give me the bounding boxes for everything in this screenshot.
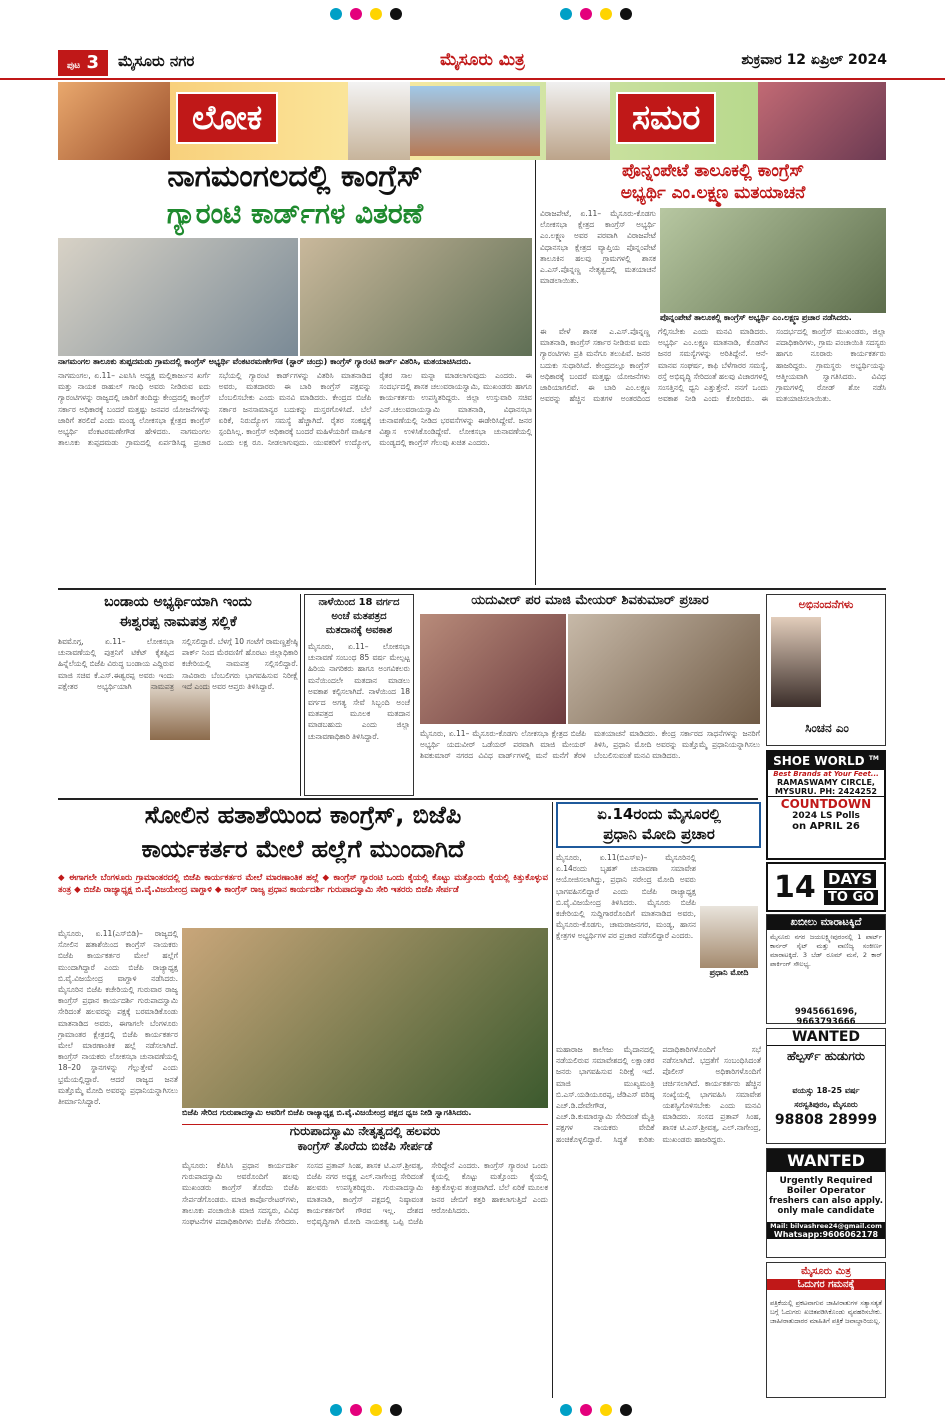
lead-headline-2: ಗ್ಯಾರಂಟಿ ಕಾರ್ಡ್‌ಗಳ ವಿತರಣೆ [166,197,424,230]
solina-photo [182,928,548,1108]
student-photo [771,617,821,707]
wanted-1-role: ಹೆಲ್ಪರ್ಸ್ ಹುಡುಗರು [786,1049,865,1063]
column-divider [552,802,553,1398]
paper-logo: ಮೈಸೂರು ಮಿತ್ರ [440,50,525,70]
registration-mark [390,8,402,20]
classified-body: ಮೈಸೂರು ನಗರ ಜಯಲಕ್ಷ್ಮೀಪುರಂನಲ್ಲಿ 1 ಪಾರ್ಟ್ ಕಾರ್ನರ್ ಸೈಟ್ ಮತ್ತು ವಾಣಿಜ್ಯ ಸಂಕೀರ್ಣ ಮಾರಾಟಕ್ಕಿದೆ. 3 ಬೆಡ್ ರೂಮ್ ಮನೆ, 2 ಕಾರ್ ಪಾರ್ಕಿಂಗ್ ಸೌಲಭ್ಯ. [770,933,882,968]
ponnampet-photo [660,208,886,313]
registration-mark [600,8,612,20]
registration-mark [560,8,572,20]
page-label: ಪುಟ [66,61,81,71]
wanted-1-place: ಸರಸ್ವತಿಪುರಂ, ಮೈಸೂರು [794,1100,858,1109]
wanted-boiler-ad [766,1148,886,1258]
ponnampet-headline-2: ಅಭ್ಯರ್ಥಿ ಎಂ.ಲಕ್ಷ್ಮಣ ಮತಯಾಚನೆ [620,183,806,203]
shoe-world-address-2: MYSURU. PH: 2424252 [768,787,884,797]
shoe-world-tm: TM [868,755,879,762]
ponnampet-intro: ವಿರಾಜಪೇಟೆ, ಏ.11– ಮೈಸೂರು-ಕೊಡಗು ಲೋಕಸಭಾ ಕ್ಷೇತ್ರದ ಕಾಂಗ್ರೆಸ್ ಅಭ್ಯರ್ಥಿ ಎಂ.ಲಕ್ಷ್ಮಣ ಅವರ ಪರವಾಗಿ ವಿರಾಜಪೇಟೆ ವಿಧಾನಸಭಾ ಕ್ಷೇತ್ರದ ವ್ಯಾಪ್ತಿಯ ಪೊನ್ನಂಪೇಟೆ ತಾಲೂಕಿನ ಹಲವು ಗ್ರಾಮಗಳಲ್ಲಿ ಶಾಸಕ ಎ.ಎಸ್.ಪೊನ್ನಣ್ಣ ನೇತೃತ್ವದಲ್ಲಿ ಮತಯಾಚನೆ ಮಾಡಲಾಯಿತು. [540,209,656,286]
registration-mark [600,1404,612,1416]
congratulations-ad [766,594,886,746]
solina-photo-caption: ಬಿಜೆಪಿ ಸೇರಿದ ಗುರುಪಾದಸ್ವಾಮಿ ಅವರಿಗೆ ಬಿಜೆಪಿ ರಾಜ್ಯಾಧ್ಯಕ್ಷ ಬಿ.ವೈ.ವಿಜಯೇಂದ್ರ ಪಕ್ಷದ ಧ್ವಜ ನೀಡಿ ಸ್ವಾಗತಿಸಿದರು. [182,1108,548,1118]
column-divider [535,160,536,585]
modi-headline-1: ಏ.14ರಂದು ಮೈಸೂರಲ್ಲಿ [597,805,721,823]
modi-body: ಮೈಸೂರು, ಏ.11(ಬಿಎಸ್‌ಐ)– ಮೈಸೂರಿನಲ್ಲಿ ಏ.14ರಂದು ಬೃಹತ್ ಚುನಾವಣಾ ಸಮಾವೇಶ ಆಯೋಜಿಸಲಾಗಿದ್ದು, ಪ್ರಧಾನಿ ನರೇಂದ್ರ ಮೋದಿ ಅವರು ಭಾಗವಹಿಸಲಿದ್ದಾರೆ ಎಂದು ಬಿಜೆಪಿ ರಾಜ್ಯಾಧ್ಯಕ್ಷ ಬಿ.ವೈ.ವಿಜಯೇಂದ್ರ ತಿಳಿಸಿದರು. ಮೈಸೂರು ಬಿಜೆಪಿ ಕಚೇರಿಯಲ್ಲಿ ಸುದ್ದಿಗಾರರೊಂದಿಗೆ ಮಾತನಾಡಿದ ಅವರು, ಮೈಸೂರು-ಕೊಡಗು, ಚಾಮರಾಜನಗರ, ಮಂಡ್ಯ, ಹಾಸನ ಕ್ಷೇತ್ರಗಳ ಅಭ್ಯರ್ಥಿಗಳ ಪರ ಪ್ರಚಾರ ನಡೆಸಲಿದ್ದಾರೆ ಎಂದರು. [556,853,696,941]
yaduveer-body: ಮೈಸೂರು, ಏ.11– ಮೈಸೂರು-ಕೊಡಗು ಲೋಕಸಭಾ ಕ್ಷೇತ್ರದ ಬಿಜೆಪಿ ಅಭ್ಯರ್ಥಿ ಯದುವೀರ್ ಒಡೆಯರ್ ಪರವಾಗಿ ಮಾಜಿ ಮೇಯರ್ ಶಿವಕುಮಾರ್ ನಗರದ ವಿವಿಧ ವಾರ್ಡ್‌ಗಳಲ್ಲಿ ಮನೆ ಮನೆಗೆ ತೆರಳಿ ಮತಯಾಚನೆ ಮಾಡಿದರು. ಕೇಂದ್ರ ಸರ್ಕಾರದ ಸಾಧನೆಗಳನ್ನು ಜನರಿಗೆ ತಿಳಿಸಿ, ಪ್ರಧಾನಿ ಮೋದಿ ಅವರನ್ನು ಮತ್ತೊಮ್ಮೆ ಪ್ರಧಾನಿಯನ್ನಾಗಿಸಲು ಬೆಂಬಲಿಸುವಂತೆ ಮನವಿ ಮಾಡಿದರು. [420,729,760,761]
wanted-1-phone: 98808 28999 [774,1112,878,1128]
lead-photo-caption: ನಾಗಮಂಗಲ ತಾಲೂಕು ತುಪ್ಪದಮಡು ಗ್ರಾಮದಲ್ಲಿ ಕಾಂಗ್ರೆಸ್ ಅಭ್ಯರ್ಥಿ ವೆಂಕಟರಮಣೇಗೌಡ (ಸ್ಟಾರ್ ಚಂದ್ರು) ಕಾಂಗ್ರೆಸ್ ಗ್ಯಾರಂಟಿ ಕಾರ್ಡ್ ವಿತರಿಸಿ, ಮತಯಾಚಿಸಿದರು. [58,357,532,367]
shoe-world-tagline: Best Brands at Your Feet... [773,770,879,778]
banner-word-right: ಸಮರ [616,92,716,144]
readers-notice-logo: ಮೈಸೂರು ಮಿತ್ರ [801,1266,851,1277]
naleyinda-headline-1: ನಾಳೆಯಿಂದ 18 ವರ್ಗದ [318,597,400,608]
wanted-2-title: WANTED [767,1149,885,1172]
bandaya-headline-2: ಈಶ್ವರಪ್ಪ ನಾಮಪತ್ರ ಸಲ್ಲಿಕೆ [119,614,237,630]
modi-body-2: ಮಹಾರಾಜ ಕಾಲೇಜು ಮೈದಾನದಲ್ಲಿ ನಡೆಯಲಿರುವ ಸಮಾವೇಶದಲ್ಲಿ ಲಕ್ಷಾಂತರ ಜನರು ಭಾಗವಹಿಸುವ ನಿರೀಕ್ಷೆ ಇದೆ. ಮಾಜಿ ಮುಖ್ಯಮಂತ್ರಿ ಬಿ.ಎಸ್.ಯಡಿಯೂರಪ್ಪ, ಜೆಡಿಎಸ್ ವರಿಷ್ಠ ಎಚ್.ಡಿ.ದೇವೇಗೌಡ, ಎಚ್.ಡಿ.ಕುಮಾರಸ್ವಾಮಿ ಸೇರಿದಂತೆ ಮೈತ್ರಿ ಪಕ್ಷಗಳ ನಾಯಕರು ವೇದಿಕೆ ಹಂಚಿಕೊಳ್ಳಲಿದ್ದಾರೆ. ಸಿದ್ಧತೆ ಕುರಿತು ಪದಾಧಿಕಾರಿಗಳೊಂದಿಗೆ ಸಭೆ ನಡೆಸಲಾಗಿದೆ. ಭದ್ರತೆಗೆ ಸಂಬಂಧಿಸಿದಂತೆ ಪೊಲೀಸ್ ಅಧಿಕಾರಿಗಳೊಂದಿಗೆ ಚರ್ಚಿಸಲಾಗಿದೆ. ಕಾರ್ಯಕರ್ತರು ಹೆಚ್ಚಿನ ಸಂಖ್ಯೆಯಲ್ಲಿ ಭಾಗವಹಿಸಿ ಸಮಾವೇಶ ಯಶಸ್ವಿಗೊಳಿಸಬೇಕು ಎಂದು ಮನವಿ ಮಾಡಿದರು. ಸಂಸದ ಪ್ರತಾಪ್ ಸಿಂಹ, ಶಾಸಕ ಟಿ.ಎಸ್.ಶ್ರೀವತ್ಸ, ಎಲ್.ನಾಗೇಂದ್ರ, ಮುಖಂಡರು ಹಾಜರಿದ್ದರು. [556,1045,761,1144]
naleyinda-body: ಮೈಸೂರು, ಏ.11– ಲೋಕಸಭಾ ಚುನಾವಣೆ ಸಂಬಂಧ 85 ವರ್ಷ ಮೇಲ್ಪಟ್ಟ ಹಿರಿಯ ನಾಗರಿಕರು ಹಾಗೂ ಅಂಗವಿಕಲರು ಮನೆಯಿಂದಲೇ ಮತದಾನ ಮಾಡಲು ಅವಕಾಶ ಕಲ್ಪಿಸಲಾಗಿದೆ. ನಾಳೆಯಿಂದ 18 ವರ್ಗದ ಅಗತ್ಯ ಸೇವೆ ಸಿಬ್ಬಂದಿ ಅಂಚೆ ಮತಪತ್ರದ ಮೂಲಕ ಮತದಾನ ಮಾಡಬಹುದು ಎಂದು ಜಿಲ್ಲಾ ಚುನಾವಣಾಧಿಕಾರಿ ತಿಳಿಸಿದ್ದಾರೆ. [308,642,410,741]
countdown-title: COUNTDOWN [780,797,872,811]
issue-date: ಶುಕ್ರವಾರ 12 ಏಪ್ರಿಲ್ 2024 [741,52,887,68]
registration-mark [370,1404,382,1416]
ponnampet-headline-1: ಪೊನ್ನಂಪೇಟೆ ತಾಲೂಕಲ್ಲಿ ಕಾಂಗ್ರೆಸ್ [621,161,805,181]
classified-ad [766,914,886,1027]
countdown-polls-2: on APRIL 26 [792,821,860,832]
page-number: 3 [86,52,99,73]
student-name: ಸಿಂಚನ ಎಂ [805,721,849,735]
banner-photo-leader-right [546,82,610,160]
wanted-1-title: WANTED [767,1029,885,1046]
solina-bullets [58,872,548,924]
days-label-1: DAYS [824,870,876,888]
yaduveer-photo-left [420,614,566,724]
naleyinda-headline-2: ಅಂಚೆ ಮತಪತ್ರದ [331,611,387,622]
readers-notice [766,1262,886,1398]
readers-notice-title: ಓದುಗರ ಗಮನಕ್ಕೆ [767,1279,885,1290]
wanted-2-whatsapp: Whatsapp:9606062178 [767,1230,885,1239]
banner-photo-voters [58,82,170,160]
bandaya-headline-1: ಬಂಡಾಯ ಅಭ್ಯರ್ಥಿಯಾಗಿ ಇಂದು [104,594,252,610]
page-number-box [58,50,108,76]
bullet-1: ◆ ಈಗಾಗಲೇ ಬೆಂಗಳೂರು ಗ್ರಾಮಾಂತರದಲ್ಲಿ ಬಿಜೆಪಿ ಕಾರ್ಯಕರ್ತರ ಮೇಲೆ ಮಾರಣಾಂತಿಕ ಹಲ್ಲೆ [58,873,323,883]
banner-photo-voters-right [758,82,886,160]
ponnampet-body: ಈ ವೇಳೆ ಶಾಸಕ ಎ.ಎಸ್.ಪೊನ್ನಣ್ಣ ಮಾತನಾಡಿ, ಕಾಂಗ್ರೆಸ್ ಸರ್ಕಾರ ನೀಡಿರುವ ಐದು ಗ್ಯಾರಂಟಿಗಳು ಪ್ರತಿ ಮನೆಗೂ ತಲುಪಿವೆ. ಜನರ ಬದುಕು ಸುಧಾರಿಸಿದೆ. ಕೇಂದ್ರದಲ್ಲೂ ಕಾಂಗ್ರೆಸ್ ಅಧಿಕಾರಕ್ಕೆ ಬಂದರೆ ಮತ್ತಷ್ಟು ಯೋಜನೆಗಳು ಜಾರಿಯಾಗಲಿವೆ. ಈ ಬಾರಿ ಎಂ.ಲಕ್ಷ್ಮಣ ಅವರನ್ನು ಹೆಚ್ಚಿನ ಮತಗಳ ಅಂತರದಿಂದ ಗೆಲ್ಲಿಸಬೇಕು ಎಂದು ಮನವಿ ಮಾಡಿದರು. ಅಭ್ಯರ್ಥಿ ಎಂ.ಲಕ್ಷ್ಮಣ ಮಾತನಾಡಿ, ಕೊಡಗಿನ ಜನರ ಸಮಸ್ಯೆಗಳನ್ನು ಅರಿತಿದ್ದೇನೆ. ಆನೆ-ಮಾನವ ಸಂಘರ್ಷ, ಕಾಫಿ ಬೆಳೆಗಾರರ ಸಮಸ್ಯೆ, ರಸ್ತೆ ಅಭಿವೃದ್ಧಿ ಸೇರಿದಂತೆ ಹಲವು ವಿಚಾರಗಳಲ್ಲಿ ಸಂಸತ್ತಿನಲ್ಲಿ ಧ್ವನಿ ಎತ್ತುತ್ತೇನೆ. ನನಗೆ ಒಂದು ಅವಕಾಶ ನೀಡಿ ಎಂದು ಕೋರಿದರು. ಈ ಸಂದರ್ಭದಲ್ಲಿ ಕಾಂಗ್ರೆಸ್ ಮುಖಂಡರು, ಜಿಲ್ಲಾ ಪದಾಧಿಕಾರಿಗಳು, ಗ್ರಾಮ ಪಂಚಾಯಿತಿ ಸದಸ್ಯರು ಹಾಗೂ ನೂರಾರು ಕಾರ್ಯಕರ್ತರು ಹಾಜರಿದ್ದರು. ಗ್ರಾಮಸ್ಥರು ಅಭ್ಯರ್ಥಿಯನ್ನು ಆತ್ಮೀಯವಾಗಿ ಸ್ವಾಗತಿಸಿದರು. ವಿವಿಧ ಗ್ರಾಮಗಳಲ್ಲಿ ರೋಡ್ ಶೋ ನಡೆಸಿ ಮತಯಾಚಿಸಲಾಯಿತು. [540,327,886,404]
countdown-polls-1: 2024 LS Polls [792,811,860,821]
banner-word-left: ಲೋಕ [176,92,278,144]
registration-mark [620,1404,632,1416]
registration-mark [370,8,382,20]
naleyinda-headline-3: ಮತದಾನಕ್ಕೆ ಅವಕಾಶ [325,625,393,636]
wanted-2-mail: Mail: bilvashree24@gmail.com [767,1222,885,1230]
registration-mark [350,8,362,20]
shoe-world-brand [768,752,884,770]
postal-ballot-box [304,594,414,796]
days-to-go-box [766,862,886,912]
banner-photo-parliament [410,86,540,156]
guru-body: ಮೈಸೂರು: ಕೆಪಿಸಿಸಿ ಪ್ರಧಾನ ಕಾರ್ಯದರ್ಶಿ ಗುರುಪಾದಸ್ವಾಮಿ ಅವರೊಂದಿಗೆ ಹಲವು ಮುಖಂಡರು ಕಾಂಗ್ರೆಸ್ ತೊರೆದು ಬಿಜೆಪಿ ಸೇರ್ಪಡೆಗೊಂಡರು. ಮಾಜಿ ಕಾರ್ಪೊರೇಟರ್‌ಗಳು, ತಾಲೂಕು ಪಂಚಾಯಿತಿ ಮಾಜಿ ಸದಸ್ಯರು, ವಿವಿಧ ಸಂಘಟನೆಗಳ ಪದಾಧಿಕಾರಿಗಳು ಬಿಜೆಪಿ ಸೇರಿದರು. ಸಂಸದ ಪ್ರತಾಪ್ ಸಿಂಹ, ಶಾಸಕ ಟಿ.ಎಸ್.ಶ್ರೀವತ್ಸ, ಬಿಜೆಪಿ ನಗರ ಅಧ್ಯಕ್ಷ ಎಲ್.ನಾಗೇಂದ್ರ ಸೇರಿದಂತೆ ಹಲವರು ಉಪಸ್ಥಿತರಿದ್ದರು. ಗುರುಪಾದಸ್ವಾಮಿ ಮಾತನಾಡಿ, ಕಾಂಗ್ರೆಸ್ ಪಕ್ಷದಲ್ಲಿ ನಿಷ್ಠಾವಂತ ಕಾರ್ಯಕರ್ತರಿಗೆ ಗೌರವ ಇಲ್ಲ. ದೇಶದ ಅಭಿವೃದ್ಧಿಗಾಗಿ ಮೋದಿ ನಾಯಕತ್ವ ಒಪ್ಪಿ ಬಿಜೆಪಿ ಸೇರಿದ್ದೇನೆ ಎಂದರು. ಕಾಂಗ್ರೆಸ್ ಗ್ಯಾರಂಟಿ ಒಂದು ಕೈಯಲ್ಲಿ ಕೊಟ್ಟು ಮತ್ತೊಂದು ಕೈಯಲ್ಲಿ ಕಿತ್ತುಕೊಳ್ಳುವ ತಂತ್ರವಾಗಿದೆ. ಬೆಲೆ ಏರಿಕೆ ಮೂಲಕ ಜನರ ಜೇಬಿಗೆ ಕತ್ತರಿ ಹಾಕಲಾಗುತ್ತಿದೆ ಎಂದು ಆರೋಪಿಸಿದರು. [182,1161,548,1227]
wanted-1-age: ವಯಸ್ಸು 18-25 ವರ್ಷ [792,1086,860,1095]
wanted-helpers-ad [766,1028,886,1144]
yaduveer-photo-right [568,614,760,724]
section-name: ಮೈಸೂರು ನಗರ [118,52,195,70]
ponnampet-photo-caption: ಪೊನ್ನಂಪೇಟೆ ತಾಲೂಕಲ್ಲಿ ಕಾಂಗ್ರೆಸ್ ಅಭ್ಯರ್ಥಿ ಎಂ.ಲಕ್ಷ್ಮಣ ಪ್ರಚಾರ ನಡೆಸಿದರು. [660,313,886,323]
solina-headline-2: ಕಾರ್ಯಕರ್ತರ ಮೇಲೆ ಹಲ್ಲೆಗೆ ಮುಂದಾಗಿದೆ [141,835,465,863]
guru-headline-2: ಕಾಂಗ್ರೆಸ್ ತೊರೆದು ಬಿಜೆಪಿ ಸೇರ್ಪಡೆ [297,1139,433,1153]
masthead [0,0,945,80]
solina-body-left: ಮೈಸೂರು, ಏ.11(ಎಸ್‌ಬಿಡಿ)– ರಾಜ್ಯದಲ್ಲಿ ಸೋಲಿನ ಹತಾಶೆಯಿಂದ ಕಾಂಗ್ರೆಸ್ ನಾಯಕರು ಬಿಜೆಪಿ ಕಾರ್ಯಕರ್ತರ ಮೇಲೆ ಹಲ್ಲೆಗೆ ಮುಂದಾಗಿದ್ದಾರೆ ಎಂದು ಬಿಜೆಪಿ ರಾಜ್ಯಾಧ್ಯಕ್ಷ ಬಿ.ವೈ.ವಿಜಯೇಂದ್ರ ವಾಗ್ದಾಳಿ ನಡೆಸಿದರು. ಮೈಸೂರಿನ ಬಿಜೆಪಿ ಕಚೇರಿಯಲ್ಲಿ ಗುರುವಾರ ರಾಜ್ಯ ಕಾಂಗ್ರೆಸ್ ಪ್ರಧಾನ ಕಾರ್ಯದರ್ಶಿ ಗುರುಪಾದಸ್ವಾಮಿ ಸೇರಿದಂತೆ ಹಲವರನ್ನು ಪಕ್ಷಕ್ಕೆ ಬರಮಾಡಿಕೊಂಡು ಮಾತನಾಡಿದ ಅವರು, ಈಗಾಗಲೇ ಬೆಂಗಳೂರು ಗ್ರಾಮಾಂತರ ಕ್ಷೇತ್ರದಲ್ಲಿ ಬಿಜೆಪಿ ಕಾರ್ಯಕರ್ತರ ಮೇಲೆ ಮಾರಣಾಂತಿಕ ಹಲ್ಲೆ ನಡೆಸಲಾಗಿದೆ. ಕಾಂಗ್ರೆಸ್ ನಾಯಕರು ಲೋಕಸಭಾ ಚುನಾವಣೆಯಲ್ಲಿ 18–20 ಸ್ಥಾನಗಳನ್ನು ಗೆಲ್ಲುತ್ತೇವೆ ಎಂದು ಭ್ರಮೆಯಲ್ಲಿದ್ದಾರೆ. ಆದರೆ ರಾಜ್ಯದ ಜನತೆ ಮತ್ತೊಮ್ಮೆ ಮೋದಿ ಅವರನ್ನು ಪ್ರಧಾನಿಯನ್ನಾಗಿಸಲು ತೀರ್ಮಾನಿಸಿದ್ದಾರೆ. [58,929,178,1107]
modi-headline-2: ಪ್ರಧಾನಿ ಮೋದಿ ಪ್ರಚಾರ [603,825,715,843]
bullet-4: ◆ ಕಾಂಗ್ರೆಸ್ ರಾಜ್ಯ ಪ್ರಧಾನ ಕಾರ್ಯದರ್ಶಿ ಗುರುಪಾದಸ್ವಾಮಿ ಸೇರಿ ಇತರರು ಬಿಜೆಪಿ ಸೇರ್ಪಡೆ [214,885,459,895]
lead-photo-left [58,238,298,356]
lead-body: ನಾಗಮಂಗಲ, ಏ.11– ಎಐಸಿಸಿ ಅಧ್ಯಕ್ಷ ಮಲ್ಲಿಕಾರ್ಜುನ ಖರ್ಗೆ ಮತ್ತು ನಾಯಕ ರಾಹುಲ್ ಗಾಂಧಿ ಅವರು ನೀಡಿರುವ ಐದು ಗ್ಯಾರಂಟಿಗಳನ್ನು ರಾಜ್ಯದಲ್ಲಿ ಜಾರಿಗೆ ತಂದಿದ್ದು ಕೇಂದ್ರದಲ್ಲಿ ಕಾಂಗ್ರೆಸ್ ಸರ್ಕಾರ ಅಧಿಕಾರಕ್ಕೆ ಬಂದರೆ ಮತ್ತಷ್ಟು ಜನಪರ ಯೋಜನೆಗಳನ್ನು ಜಾರಿಗೆ ತರಲಿದೆ ಎಂದು ಮಂಡ್ಯ ಲೋಕಸಭಾ ಕ್ಷೇತ್ರದ ಕಾಂಗ್ರೆಸ್ ಅಭ್ಯರ್ಥಿ ವೆಂಕಟರಮಣೇಗೌಡ ಹೇಳಿದರು. ನಾಗಮಂಗಲ ತಾಲೂಕು ತುಪ್ಪದಮಡು ಗ್ರಾಮದಲ್ಲಿ ಏರ್ಪಡಿಸಿದ್ದ ಪ್ರಚಾರ ಸಭೆಯಲ್ಲಿ ಗ್ಯಾರಂಟಿ ಕಾರ್ಡ್‌ಗಳನ್ನು ವಿತರಿಸಿ ಮಾತನಾಡಿದ ಅವರು, ಮತದಾರರು ಈ ಬಾರಿ ಕಾಂಗ್ರೆಸ್ ಪಕ್ಷವನ್ನು ಬೆಂಬಲಿಸಬೇಕು ಎಂದು ಮನವಿ ಮಾಡಿದರು. ಕೇಂದ್ರದ ಬಿಜೆಪಿ ಸರ್ಕಾರ ಜನಸಾಮಾನ್ಯರ ಬದುಕನ್ನು ದುಸ್ತರಗೊಳಿಸಿದೆ. ಬೆಲೆ ಏರಿಕೆ, ನಿರುದ್ಯೋಗ ಸಮಸ್ಯೆ ಹೆಚ್ಚಾಗಿದೆ. ರೈತರ ಸಂಕಷ್ಟಕ್ಕೆ ಸ್ಪಂದಿಸಿಲ್ಲ. ಕಾಂಗ್ರೆಸ್ ಅಧಿಕಾರಕ್ಕೆ ಬಂದರೆ ಮಹಿಳೆಯರಿಗೆ ವಾರ್ಷಿಕ ಒಂದು ಲಕ್ಷ ರೂ. ನೀಡಲಾಗುವುದು. ಯುವಕರಿಗೆ ಉದ್ಯೋಗ, ರೈತರ ಸಾಲ ಮನ್ನಾ ಮಾಡಲಾಗುವುದು ಎಂದರು. ಈ ಸಂದರ್ಭದಲ್ಲಿ ಶಾಸಕ ಚಲುವರಾಯಸ್ವಾಮಿ, ಮುಖಂಡರು ಹಾಗೂ ಕಾರ್ಯಕರ್ತರು ಉಪಸ್ಥಿತರಿದ್ದರು. ಜಿಲ್ಲಾ ಉಸ್ತುವಾರಿ ಸಚಿವ ಎನ್.ಚಲುವರಾಯಸ್ವಾಮಿ ಮಾತನಾಡಿ, ವಿಧಾನಸಭಾ ಚುನಾವಣೆಯಲ್ಲಿ ನೀಡಿದ ಭರವಸೆಗಳನ್ನು ಈಡೇರಿಸಿದ್ದೇವೆ. ಜನರ ವಿಶ್ವಾಸ ಉಳಿಸಿಕೊಂಡಿದ್ದೇವೆ. ಲೋಕಸಭಾ ಚುನಾವಣೆಯಲ್ಲಿ ಮಂಡ್ಯದಲ್ಲಿ ಕಾಂಗ್ರೆಸ್ ಗೆಲುವು ಖಚಿತ ಎಂದರು. [58,371,532,448]
registration-mark [580,1404,592,1416]
registration-mark [330,1404,342,1416]
congrats-title: ಅಭಿನಂದನೆಗಳು [798,598,854,611]
shoe-world-ad [766,750,886,860]
lead-photo-right [300,238,532,356]
wanted-2-line-4: only male candidate [777,1206,875,1216]
classified-title: ಖಬೀಲು ಮಾರಾಟಕ್ಕಿದೆ [767,915,885,930]
registration-mark [350,1404,362,1416]
modi-photo [700,906,758,968]
column-divider [300,594,301,796]
registration-mark [620,8,632,20]
modi-headline-box [556,802,761,848]
shoe-world-brand-text: SHOE WORLD [773,754,865,768]
wanted-2-line-3: freshers can also apply. [769,1196,883,1206]
registration-mark [330,8,342,20]
modi-photo-caption: ಪ್ರಧಾನಿ ಮೋದಿ [700,968,758,978]
bullet-3: ◆ ಬಿಜೆಪಿ ರಾಜ್ಯಾಧ್ಯಕ್ಷ ಬಿ.ವೈ.ವಿಜಯೇಂದ್ರ ವಾಗ್ದಾಳಿ [74,885,215,895]
registration-mark [560,1404,572,1416]
bandaya-body: ಶಿವಮೊಗ್ಗ, ಏ.11– ಲೋಕಸಭಾ ಚುನಾವಣೆಯಲ್ಲಿ ಪುತ್ರನಿಗೆ ಟಿಕೆಟ್ ಕೈತಪ್ಪಿದ ಹಿನ್ನೆಲೆಯಲ್ಲಿ ಬಿಜೆಪಿ ವಿರುದ್ಧ ಬಂಡಾಯ ಎದ್ದಿರುವ ಮಾಜಿ ಸಚಿವ ಕೆ.ಎಸ್.ಈಶ್ವರಪ್ಪ ಅವರು ಇಂದು ಪಕ್ಷೇತರ ಅಭ್ಯರ್ಥಿಯಾಗಿ ನಾಮಪತ್ರ ಸಲ್ಲಿಸಲಿದ್ದಾರೆ. ಬೆಳಗ್ಗೆ 10 ಗಂಟೆಗೆ ರಾಮಣ್ಣಶ್ರೇಷ್ಠಿ ಪಾರ್ಕ್ ನಿಂದ ಮೆರವಣಿಗೆ ಹೊರಟು ಜಿಲ್ಲಾಧಿಕಾರಿ ಕಚೇರಿಯಲ್ಲಿ ನಾಮಪತ್ರ ಸಲ್ಲಿಸಲಿದ್ದಾರೆ. ಸಾವಿರಾರು ಬೆಂಬಲಿಗರು ಭಾಗವಹಿಸುವ ನಿರೀಕ್ಷೆ ಇದೆ ಎಂದು ಅವರ ಆಪ್ತರು ತಿಳಿಸಿದ್ದಾರೆ. [58,637,298,691]
readers-notice-body: ಪತ್ರಿಕೆಯಲ್ಲಿ ಪ್ರಕಟವಾಗುವ ಜಾಹೀರಾತುಗಳ ಸತ್ಯಾಸತ್ಯತೆ ಬಗ್ಗೆ ಓದುಗರು ಖಚಿತಪಡಿಸಿಕೊಂಡು ವ್ಯವಹರಿಸಬೇಕು. ಜಾಹೀರಾತುದಾರರ ಮಾಹಿತಿಗೆ ಪತ್ರಿಕೆ ಜವಾಬ್ದಾರಿಯಲ್ಲ. [770,1299,882,1325]
days-label-2: TO GO [824,890,878,905]
yaduveer-headline: ಯದುವೀರ್ ಪರ ಮಾಜಿ ಮೇಯರ್ ಶಿವಕುಮಾರ್ ಪ್ರಚಾರ [471,593,709,608]
shoe-world-address-1: RAMASWAMY CIRCLE, [777,778,875,787]
registration-mark [390,1404,402,1416]
wanted-2-line-2: Boiler Operator [786,1186,866,1196]
guru-headline-1: ಗುರುಪಾದಸ್ವಾಮಿ ನೇತೃತ್ವದಲ್ಲಿ ಹಲವರು [182,1124,548,1139]
lead-headline-1: ನಾಗಮಂಗಲದಲ್ಲಿ ಕಾಂಗ್ರೆಸ್ [167,159,423,194]
banner-photo-leader-left [348,82,410,160]
loka-samara-banner [58,82,886,160]
bullet-2: ◆ ಕಾಂಗ್ರೆಸ್ ಗ್ಯಾರಂಟಿ ಒಂದು ಕೈಯಲ್ಲಿ ಕೊಟ್ಟು ಮತ್ತೊಂದು ಕೈಯಲ್ಲಿ ಕಿತ್ತುಕೊಳ್ಳುವ ತಂತ್ರ [58,873,548,895]
classified-phone: 9945661696, 9663793666 [794,1007,858,1027]
registration-mark [580,8,592,20]
section-divider [58,798,758,800]
wanted-2-line-1: Urgently Required [779,1176,873,1186]
section-divider [58,588,886,590]
days-number: 14 [774,870,816,905]
solina-headline-1: ಸೋಲಿನ ಹತಾಶೆಯಿಂದ ಕಾಂಗ್ರೆಸ್, ಬಿಜೆಪಿ [144,801,462,829]
